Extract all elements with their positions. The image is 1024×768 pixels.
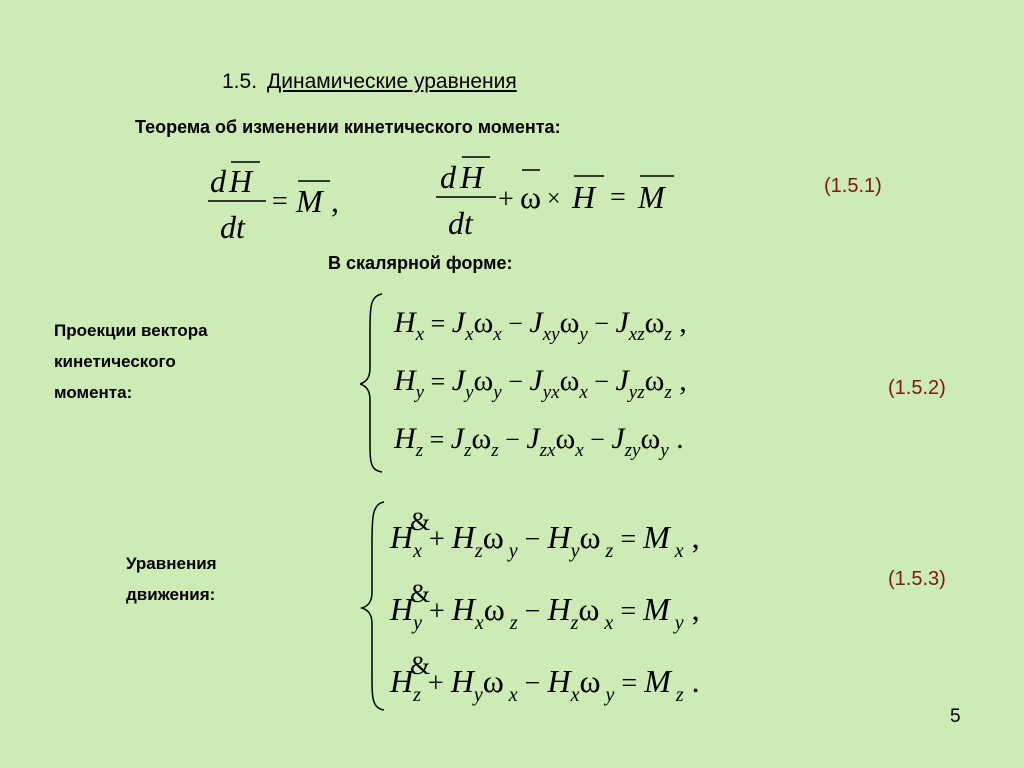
svg-text:×: × (547, 186, 561, 212)
svg-text:d: d (440, 159, 456, 195)
svg-text:H: H (572, 179, 596, 215)
projection-label-line: Проекции вектора (54, 321, 208, 340)
page-number: 5 (950, 706, 961, 727)
svg-text:H: H (460, 159, 484, 195)
equation-number-2: (1.5.2) (888, 377, 946, 399)
svg-text:ω: ω (520, 179, 542, 215)
left-brace (360, 294, 382, 472)
svg-text:Hx + Hzω y − Hyω z = M x ,: $H_x + H_z\omega$ $_y - H_y\omega$ $_z$ = M $_x$ , (390, 519, 700, 562)
svg-text:Hz + Hyω x − Hxω y = M z .: $H_z + H_y\omega$ $_x - H_x\omega$ $_y$ = M $_z$ . (390, 663, 700, 706)
svg-text:M: M (638, 179, 665, 215)
svg-text:Hy + Hxω z − Hzω x = M y ,: $H_y + H_x\omega$ $_z - H_z\omega$ $_x$ = M $_y$ , (390, 591, 700, 634)
section-number: 1.5. (222, 70, 258, 93)
equation-number-3: (1.5.3) (888, 568, 946, 590)
scalar-caption: В скалярной форме: (328, 253, 513, 273)
svg-text:dt: dt (220, 209, 245, 245)
projection-label (54, 315, 208, 408)
svg-text:&: & (410, 651, 431, 680)
svg-text:&: & (410, 507, 431, 536)
svg-text:Hy = Jyωy − Jyxωx − Jyzωz ,: $H_y = J_y\omega_y - J_{yx}\omega_x - J_{yz}\omega_z$ , (394, 364, 687, 403)
svg-text:+: + (498, 184, 514, 215)
motion-label (126, 548, 217, 610)
motion-label-line: Уравнения (126, 554, 217, 573)
svg-text:M: M (296, 183, 323, 219)
equation-1-5-3 (360, 498, 860, 714)
svg-text:=: = (610, 182, 626, 213)
svg-text:&: & (410, 579, 431, 608)
svg-text:,: , (331, 183, 339, 219)
svg-text:H: H (229, 163, 253, 199)
equation-number-1: (1.5.1) (824, 175, 882, 197)
motion-label-line: движения: (126, 585, 216, 604)
svg-text:Hz = Jzωz − Jzxωx − Jzyωy .: $H_z = J_z\omega_z - J_{zx}\omega_x - J_{zy}\omega_y$ . (394, 422, 684, 461)
left-brace (362, 502, 384, 710)
section-heading (222, 70, 517, 94)
svg-text:dt: dt (448, 205, 473, 241)
equation-1-5-2 (360, 290, 830, 475)
equation-1-5-1 (200, 148, 700, 248)
projection-label-line: кинетического (54, 352, 176, 371)
svg-text:d: d (210, 163, 226, 199)
svg-text:=: = (272, 186, 288, 217)
projection-label-line: момента: (54, 383, 133, 402)
svg-text:Hx = Jxωx − Jxyωy − Jxzωz ,: $H_x = J_x\omega_x - J_{xy}\omega_y - J_{xz}\omega_z$ , (394, 306, 687, 345)
theorem-caption: Теорема об изменении кинетического момента: (135, 117, 561, 137)
section-title: Динамические уравнения (267, 70, 517, 93)
